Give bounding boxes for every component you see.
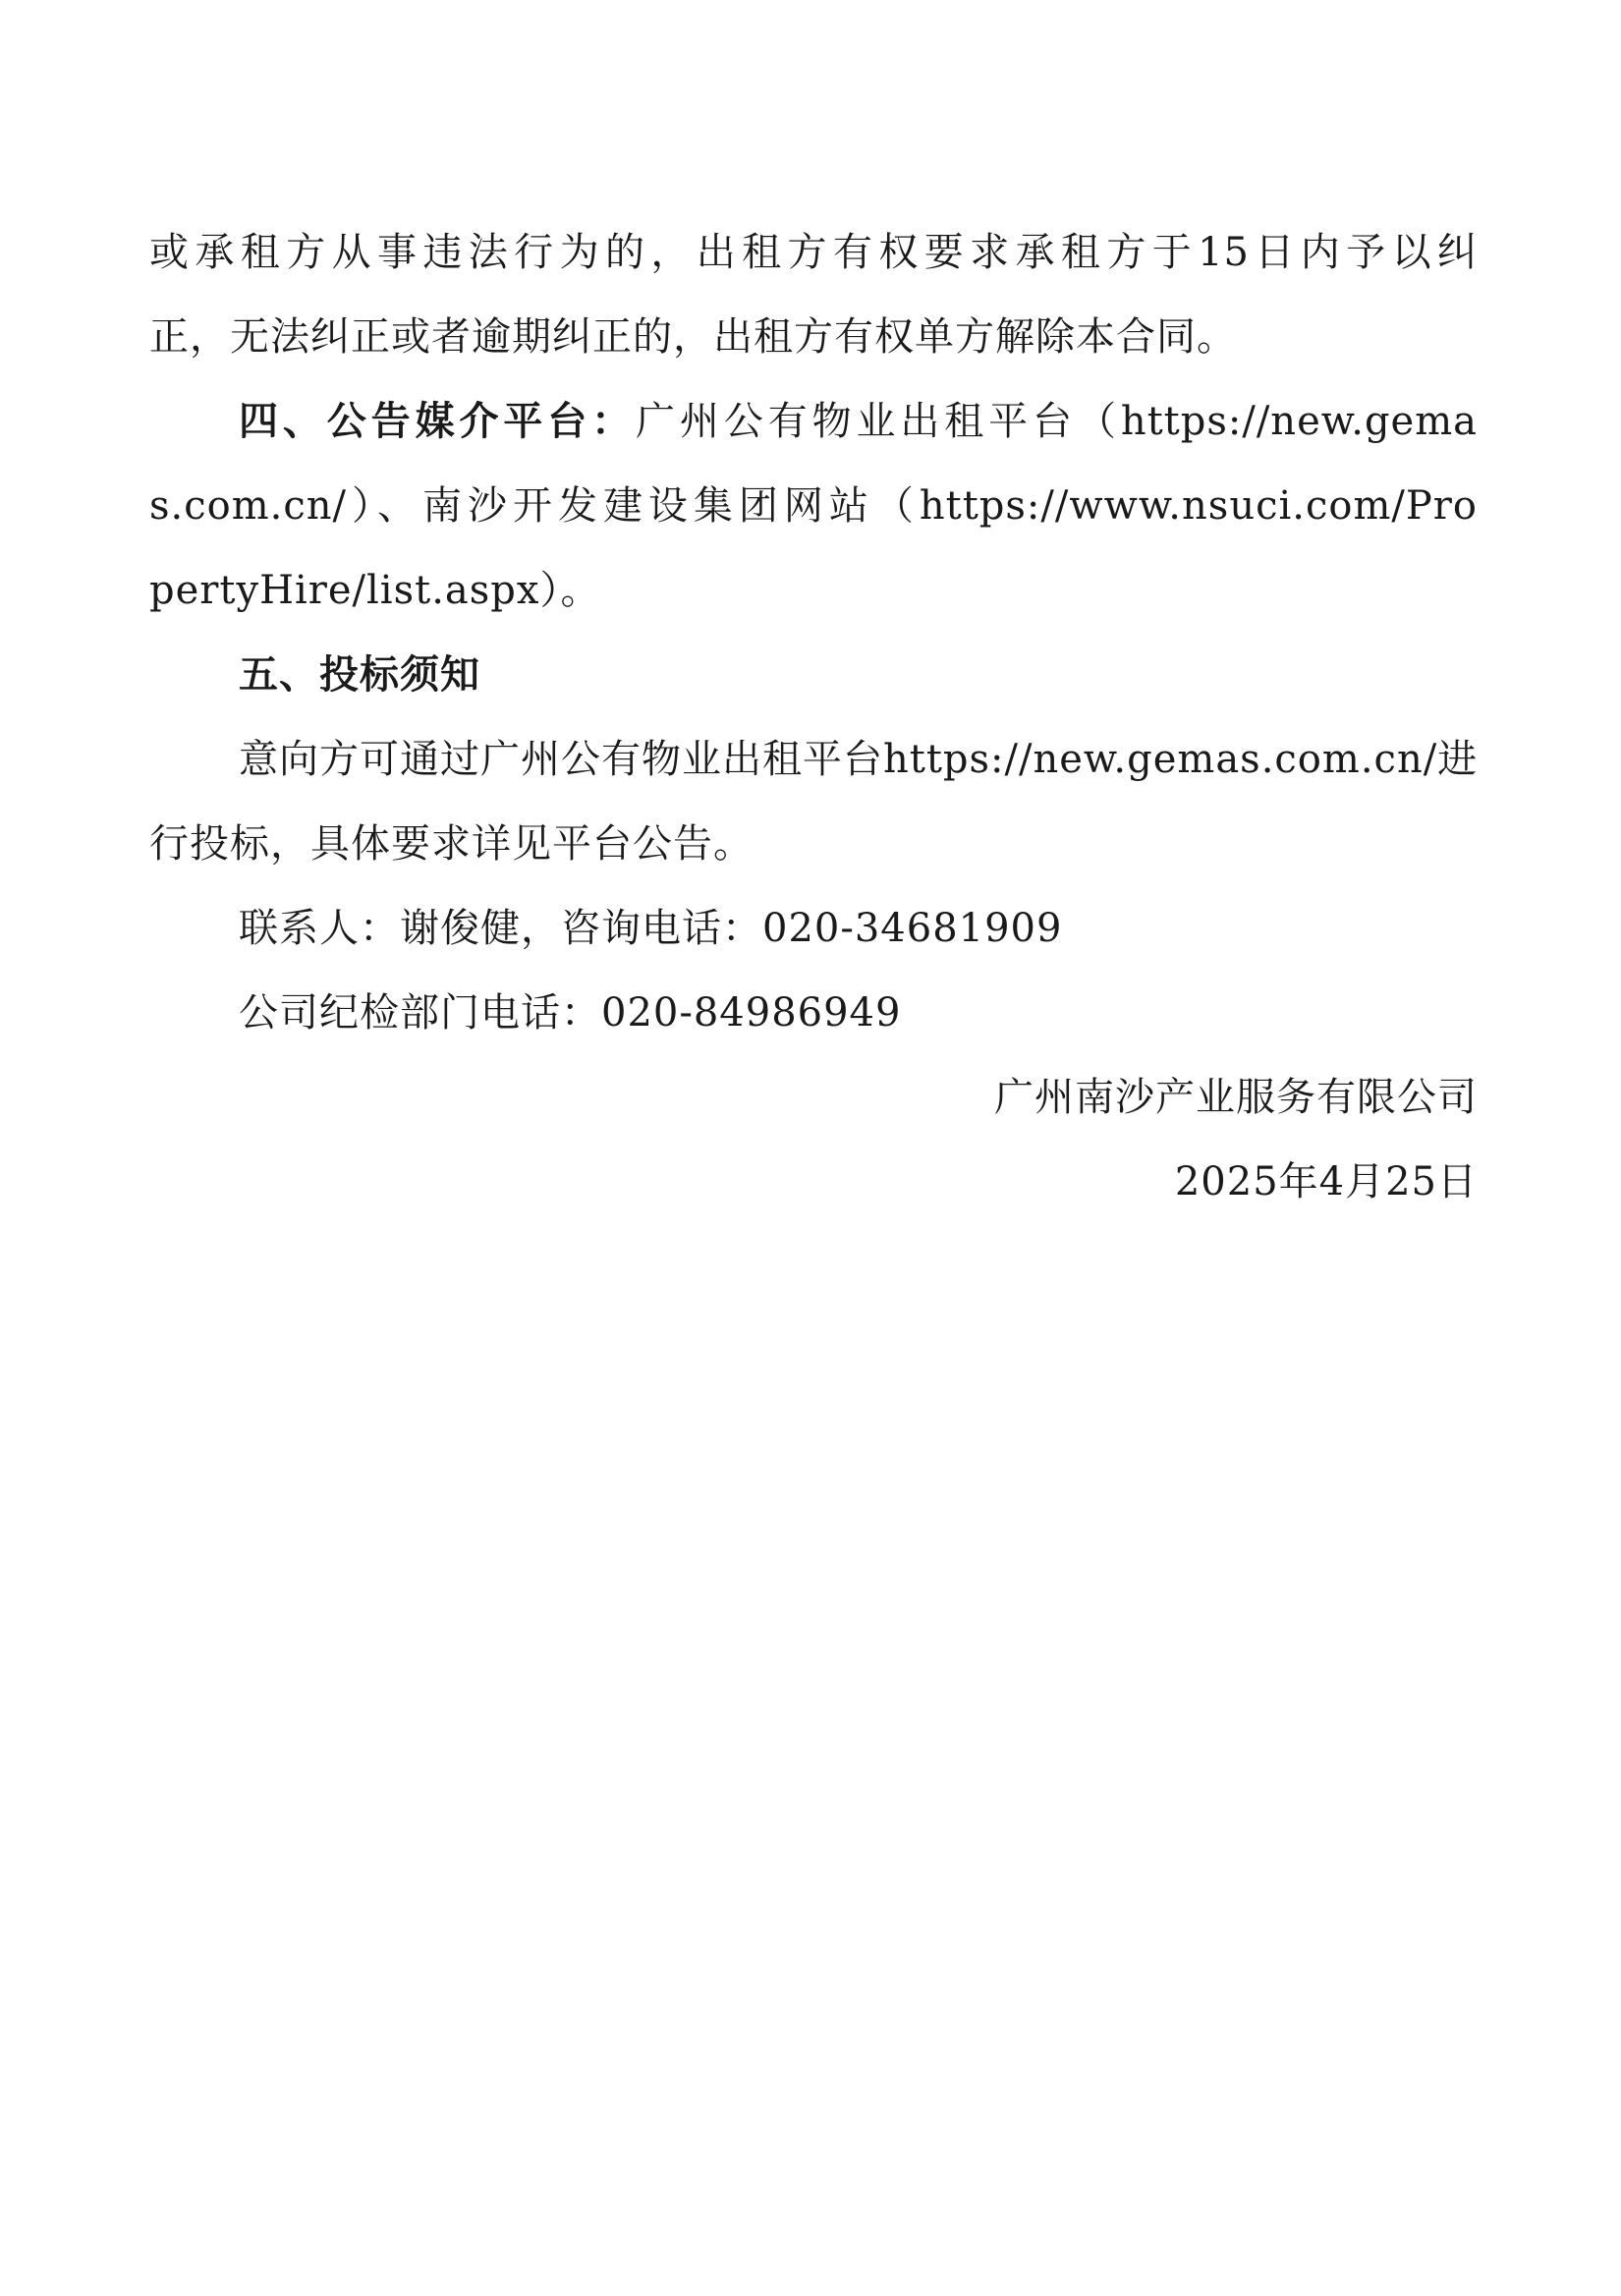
text-line-1: 或承租方从事违法行为的，出租方有权要求承租方于15日内予以纠 — [149, 230, 1478, 275]
signature-company: 广州南沙产业服务有限公司 — [994, 1075, 1478, 1120]
section-4-heading: 四、公告媒介平台： — [239, 398, 637, 444]
contact-line: 联系人：谢俊健，咨询电话：020-34681909 — [239, 906, 1063, 951]
text-line-8: 行投标，具体要求详见平台公告。 — [149, 821, 754, 867]
section-5-heading: 五、投标须知 — [239, 651, 480, 698]
text-line-4: s.com.cn/）、南沙开发建设集团网站（https://www.nsuci.com/Pro — [149, 483, 1478, 529]
discipline-phone-line: 公司纪检部门电话：020-84986949 — [239, 990, 902, 1036]
section-4-text: 广州公有物业出租平台（https://new.gema — [636, 399, 1479, 444]
text-line-7: 意向方可通过广州公有物业出租平台https://new.gemas.com.cn/进 — [239, 737, 1479, 782]
signature-date: 2025年4月25日 — [1174, 1159, 1478, 1204]
text-line-2: 正，无法纠正或者逾期纠正的，出租方有权单方解除本合同。 — [149, 314, 1237, 360]
text-line-5: pertyHire/list.aspx）。 — [149, 568, 601, 613]
section-4-line — [239, 392, 1478, 451]
